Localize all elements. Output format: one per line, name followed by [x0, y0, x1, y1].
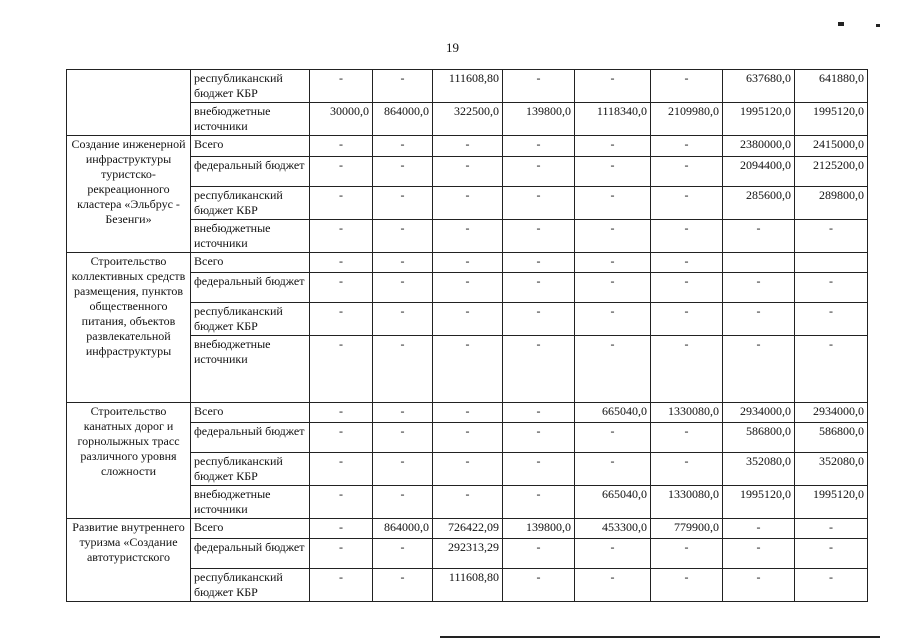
value-cell: -	[373, 423, 433, 453]
value-cell: 864000,0	[373, 103, 433, 136]
value-cell: -	[723, 539, 795, 569]
value-cell: -	[310, 136, 373, 157]
value-cell: -	[575, 453, 651, 486]
value-cell	[723, 253, 795, 273]
page-number: 19	[446, 40, 459, 55]
value-cell: -	[373, 539, 433, 569]
value-cell: -	[651, 136, 723, 157]
measure-name-cell: Строительство коллективных средств размещения, пунктов общественного питания, объектов развлекательной инфраструктуры	[67, 253, 191, 403]
value-cell: 2934000,0	[795, 403, 868, 423]
value-cell: -	[310, 486, 373, 519]
value-cell: -	[575, 273, 651, 303]
value-cell: 1995120,0	[795, 486, 868, 519]
value-cell: -	[575, 336, 651, 403]
value-cell: -	[373, 157, 433, 187]
value-cell: 111608,80	[433, 569, 503, 602]
value-cell: 139800,0	[503, 519, 575, 539]
value-cell: -	[503, 403, 575, 423]
measure-name-cell	[67, 70, 191, 136]
value-cell: -	[651, 70, 723, 103]
value-cell: -	[310, 539, 373, 569]
value-cell: -	[503, 187, 575, 220]
value-cell: 292313,29	[433, 539, 503, 569]
funding-source-cell: внебюджетные источники	[191, 336, 310, 403]
value-cell: 352080,0	[795, 453, 868, 486]
value-cell: -	[433, 453, 503, 486]
value-cell: -	[723, 519, 795, 539]
value-cell: -	[373, 273, 433, 303]
value-cell: -	[503, 539, 575, 569]
value-cell: 2094400,0	[723, 157, 795, 187]
value-cell: -	[723, 336, 795, 403]
value-cell: -	[310, 303, 373, 336]
value-cell: -	[503, 253, 575, 273]
table-body	[67, 70, 868, 602]
measure-name-cell: Строительство канатных дорог и горнолыжных трасс различного уровня сложности	[67, 403, 191, 519]
funding-source-cell: республиканский бюджет КБР	[191, 453, 310, 486]
scan-mark-bottom	[440, 636, 880, 638]
value-cell: -	[723, 273, 795, 303]
value-cell: -	[433, 336, 503, 403]
value-cell: 779900,0	[651, 519, 723, 539]
value-cell: -	[373, 136, 433, 157]
value-cell: 322500,0	[433, 103, 503, 136]
value-cell: -	[433, 220, 503, 253]
measure-name-cell: Развитие внутреннего туризма «Создание автотуристского	[67, 519, 191, 602]
value-cell: 2380000,0	[723, 136, 795, 157]
funding-source-cell: федеральный бюджет	[191, 423, 310, 453]
value-cell: 637680,0	[723, 70, 795, 103]
value-cell: -	[310, 453, 373, 486]
value-cell: -	[433, 403, 503, 423]
value-cell: -	[433, 486, 503, 519]
value-cell: 2415000,0	[795, 136, 868, 157]
value-cell: -	[651, 303, 723, 336]
budget-table	[66, 69, 868, 602]
value-cell: -	[651, 569, 723, 602]
value-cell: -	[433, 157, 503, 187]
funding-source-cell: внебюджетные источники	[191, 486, 310, 519]
value-cell: -	[310, 423, 373, 453]
value-cell: 641880,0	[795, 70, 868, 103]
funding-source-cell: Всего	[191, 519, 310, 539]
value-cell: -	[575, 539, 651, 569]
value-cell: -	[503, 569, 575, 602]
value-cell: 1995120,0	[723, 486, 795, 519]
scan-mark-top-right	[838, 22, 844, 26]
value-cell: 586800,0	[723, 423, 795, 453]
value-cell: -	[651, 273, 723, 303]
value-cell: -	[575, 187, 651, 220]
value-cell: 2109980,0	[651, 103, 723, 136]
table-row	[67, 70, 868, 103]
table-row	[67, 519, 868, 539]
value-cell: -	[310, 253, 373, 273]
value-cell: -	[433, 253, 503, 273]
funding-source-cell: федеральный бюджет	[191, 273, 310, 303]
table-row	[67, 403, 868, 423]
value-cell: -	[503, 453, 575, 486]
value-cell: -	[310, 70, 373, 103]
value-cell: -	[503, 70, 575, 103]
value-cell: -	[503, 136, 575, 157]
value-cell: -	[373, 253, 433, 273]
value-cell: -	[651, 187, 723, 220]
value-cell: -	[373, 453, 433, 486]
value-cell: 111608,80	[433, 70, 503, 103]
value-cell: -	[310, 157, 373, 187]
value-cell: -	[503, 486, 575, 519]
value-cell: -	[503, 220, 575, 253]
funding-source-cell: федеральный бюджет	[191, 157, 310, 187]
value-cell: 139800,0	[503, 103, 575, 136]
value-cell: -	[575, 136, 651, 157]
value-cell: -	[310, 336, 373, 403]
funding-source-cell: республиканский бюджет КБР	[191, 187, 310, 220]
value-cell: -	[373, 403, 433, 423]
funding-source-cell: Всего	[191, 403, 310, 423]
value-cell: 30000,0	[310, 103, 373, 136]
value-cell: -	[723, 220, 795, 253]
value-cell: 1330080,0	[651, 403, 723, 423]
value-cell: -	[651, 220, 723, 253]
funding-source-cell: внебюджетные источники	[191, 220, 310, 253]
value-cell: -	[795, 539, 868, 569]
value-cell: -	[795, 569, 868, 602]
funding-source-cell: Всего	[191, 136, 310, 157]
value-cell: -	[373, 303, 433, 336]
value-cell: 726422,09	[433, 519, 503, 539]
value-cell: 285600,0	[723, 187, 795, 220]
value-cell: 665040,0	[575, 486, 651, 519]
value-cell: -	[723, 569, 795, 602]
value-cell: -	[373, 70, 433, 103]
value-cell: -	[795, 303, 868, 336]
value-cell: -	[503, 423, 575, 453]
value-cell: -	[795, 273, 868, 303]
value-cell: 289800,0	[795, 187, 868, 220]
value-cell: -	[433, 136, 503, 157]
value-cell: -	[373, 220, 433, 253]
value-cell: -	[575, 423, 651, 453]
table-row	[67, 253, 868, 273]
value-cell: -	[575, 569, 651, 602]
funding-source-cell: республиканский бюджет КБР	[191, 303, 310, 336]
value-cell: -	[795, 220, 868, 253]
value-cell: 2125200,0	[795, 157, 868, 187]
value-cell: -	[575, 157, 651, 187]
value-cell: -	[373, 486, 433, 519]
value-cell: -	[651, 157, 723, 187]
value-cell: -	[651, 336, 723, 403]
measure-name-cell: Создание инженерной инфраструктуры туристско-рекреационного кластера «Эльбрус - Безенги»	[67, 136, 191, 253]
value-cell: -	[310, 220, 373, 253]
value-cell: -	[651, 539, 723, 569]
value-cell: -	[310, 403, 373, 423]
value-cell: -	[651, 253, 723, 273]
value-cell: -	[503, 273, 575, 303]
value-cell: -	[433, 187, 503, 220]
value-cell: 1118340,0	[575, 103, 651, 136]
funding-source-cell: федеральный бюджет	[191, 539, 310, 569]
funding-source-cell: Всего	[191, 253, 310, 273]
value-cell: -	[651, 453, 723, 486]
value-cell: -	[310, 187, 373, 220]
value-cell: 352080,0	[723, 453, 795, 486]
value-cell: -	[503, 157, 575, 187]
value-cell	[795, 253, 868, 273]
value-cell: -	[373, 187, 433, 220]
value-cell: -	[433, 423, 503, 453]
value-cell: -	[575, 303, 651, 336]
scan-mark-top-right	[876, 24, 880, 27]
value-cell: -	[310, 519, 373, 539]
value-cell: -	[723, 303, 795, 336]
value-cell: 665040,0	[575, 403, 651, 423]
value-cell: -	[575, 253, 651, 273]
value-cell: 1995120,0	[795, 103, 868, 136]
table-row	[67, 136, 868, 157]
value-cell: -	[651, 423, 723, 453]
value-cell: -	[433, 273, 503, 303]
value-cell: 1995120,0	[723, 103, 795, 136]
value-cell: -	[310, 569, 373, 602]
value-cell: -	[575, 220, 651, 253]
value-cell: -	[373, 336, 433, 403]
value-cell: 586800,0	[795, 423, 868, 453]
value-cell: 864000,0	[373, 519, 433, 539]
funding-source-cell: республиканский бюджет КБР	[191, 569, 310, 602]
value-cell: -	[575, 70, 651, 103]
value-cell: -	[795, 336, 868, 403]
funding-source-cell: республиканский бюджет КБР	[191, 70, 310, 103]
value-cell: -	[503, 303, 575, 336]
value-cell: -	[503, 336, 575, 403]
value-cell: 2934000,0	[723, 403, 795, 423]
value-cell: 453300,0	[575, 519, 651, 539]
value-cell: 1330080,0	[651, 486, 723, 519]
value-cell: -	[795, 519, 868, 539]
funding-source-cell: внебюджетные источники	[191, 103, 310, 136]
value-cell: -	[310, 273, 373, 303]
value-cell: -	[433, 303, 503, 336]
value-cell: -	[373, 569, 433, 602]
